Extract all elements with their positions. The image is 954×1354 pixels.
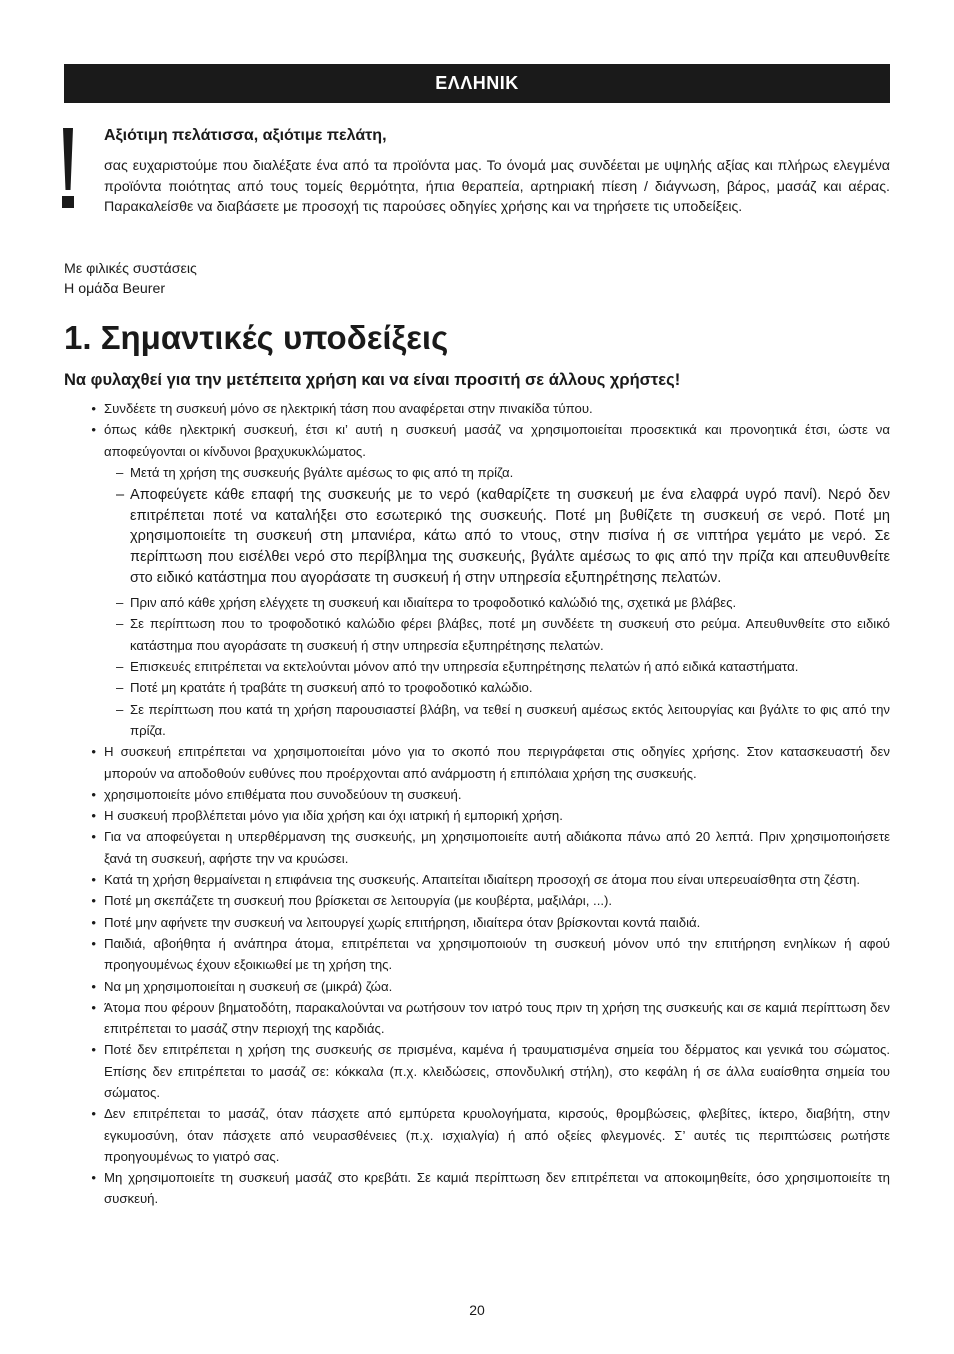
keep-note: Να φυλαχθεί για την μετέπειτα χρήση και να είναι προσιτή σε άλλους χρήστες! — [64, 371, 681, 389]
bullet-item: • Ποτέ μην αφήνετε την συσκευή να λειτουργεί χωρίς επιτήρηση, ιδιαίτερα όταν βρίσκονται κοντά παιδιά. — [64, 912, 890, 933]
bullet-item: • Ποτέ δεν επιτρέπεται η χρήση της συσκευής σε πρισμένα, καμένα ή τραυματισμένα σημεία του δέρματος και γενικά του σώματος. Επίσης δεν επιτρέπεται το μασάζ σε: κόκκαλα (π.χ. κλειδώσεις, σπονδυλική στήλη), στο κεφάλη ή σε άλλα ευαίσθητα σημεία του σώματος. — [64, 1039, 890, 1103]
bullet-item: • Η συσκευή επιτρέπεται να χρησιμοποιείται μόνο για το σκοπό που περιγράφεται στις οδηγίες χρήσης. Στον κατασκευαστή δεν μπορούν να αποδοθούν ευθύνες που προέρχονται από ανάρμοστη ή επιπόλαια χρήση της συσκευής. — [64, 741, 890, 784]
sub-item: – Αποφεύγετε κάθε επαφή της συσκευής με το νερό (καθαρίζετε τη συσκευή με ένα ελαφρά υγρό πανί). Νερό δεν επιτρέπεται ποτέ να καταλήξει στο εσωτερικό της συσκευής. Ποτέ μη βυθίζετε τη συσκευή σε νερό. Ποτέ μη χρησιμοποιείτε τη συσκευή στη μπανιέρα, κάτω από το ντους, στην πισίνα ή σε νιπτήρα γεμάτο με νερό. Σε περίπτωση που εισέλθει νερό στο περίβλημα της συσκευής, βγάλτε αμέσως το φις από την πρίζα και απευθυνθείτε στο ειδικό κατάστημα που αγοράσατε τη συσκευή ή στην υπηρεσία εξυπηρέτησης πελατών. — [64, 485, 890, 588]
bullet-item: • Δεν επιτρέπεται το μασάζ, όταν πάσχετε από εμπύρετα κρυολογήματα, κιρσούς, θρομβώσεις, φλεβίτες, ίκτερο, διαβήτη, στην εγκυμοσύνη, όταν πάσχετε από νευρασθένειες (π.χ. ισχιαλγία) ή από οξείες φλεγμονές. Σ’ αυτές τις περιπτώσεις ρωτήστε προηγουμένως το γιατρό σας. — [64, 1103, 890, 1167]
sub-item: – Σε περίπτωση που κατά τη χρήση παρουσιαστεί βλάβη, να τεθεί η συσκευή αμέσως εκτός λειτουργίας και βγάλτε το φις από την πρίζα. — [64, 699, 890, 742]
sub-item: – Ποτέ μη κρατάτε ή τραβάτε τη συσκευή από το τροφοδοτικό καλώδιο. — [64, 677, 890, 698]
safety-notes-list — [64, 398, 890, 1210]
regards-line: Με φιλικές συστάσεις — [64, 261, 197, 277]
bullet-item: • Παιδιά, αβοήθητα ή ανάπηρα άτομα, επιτρέπεται να χρησιμοποιούν τη συσκευή μόνον υπό την επιτήρηση ενηλίκων ή αφού προηγουμένως έχουν εξοικιωθεί με τη χρήση της. — [64, 933, 890, 976]
bullet-item: • Να μη χρησιμοποιείται η συσκευή σε (μικρά) ζώα. — [64, 976, 890, 997]
regards-block — [64, 259, 197, 299]
exclamation-bar — [63, 128, 73, 190]
signature-line: Η ομάδα Beurer — [64, 281, 166, 297]
bullet-item: • Κατά τη χρήση θερμαίνεται η επιφάνεια της συσκευής. Απαιτείται ιδιαίτερη προσοχή σε άτομα που είναι υπερευαίσθητα στη ζέστη. — [64, 869, 890, 890]
intro-paragraph: σας ευχαριστούμε που διαλέξατε ένα από τα προϊόντα μας. Το όνομά μας συνδέεται με υψηλής αξίας και πλήρως ελεγμένα προϊόντα ποιότητας από τους τομείς θερμότητα, ήπια θεραπεία, αρτηριακή πίεση / διάγνωση, βάρος, μασάζ και αέρας. Παρακαλείσθε να διαβάσετε με προσοχή τις παρούσες οδηγίες χρήσης και να τηρήσετε τις υποδείξεις. — [104, 158, 890, 215]
sub-item: – Μετά τη χρήση της συσκευής βγάλτε αμέσως το φις από τη πρίζα. — [64, 462, 890, 483]
bullet-item: • όπως κάθε ηλεκτρική συσκευή, έτσι κι’ αυτή η συσκευή μασάζ να χρησιμοποιείται προσεκτικά και προνοητικά έτσι, ώστε να αποφεύγονται οι κίνδυνοι βραχυκυκλώματος. — [64, 419, 890, 462]
greeting-title: Αξιότιμη πελάτισσα, αξιότιμε πελάτη, — [104, 127, 387, 144]
sub-item: – Επισκευές επιτρέπεται να εκτελούνται μόνον από την υπηρεσία εξυπηρέτησης πελατών ή από ειδικά καταστήματα. — [64, 656, 890, 677]
section-title: 1. Σημαντικές υποδείξεις — [64, 319, 449, 356]
bullet-item: • Ποτέ μη σκεπάζετε τη συσκευή που βρίσκεται σε λειτουργία (με κουβέρτα, μαξιλάρι, ...). — [64, 890, 890, 911]
bullet-item: • Η συσκευή προβλέπεται μόνο για ιδία χρήση και όχι ιατρική ή εμπορική χρήση. — [64, 805, 890, 826]
page-number: 20 — [469, 1302, 485, 1318]
bullet-item: • χρησιμοποιείτε μόνο επιθέματα που συνοδεύουν τη συσκευή. — [64, 784, 890, 805]
bullet-item: • Μη χρησιμοποιείτε τη συσκευή μασάζ στο κρεβάτι. Σε καμιά περίπτωση δεν επιτρέπεται να αποκοιμηθείτε, όσο χρησιμοποιείτε τη συσκευή. — [64, 1167, 890, 1210]
bullet-item: • Για να αποφεύγεται η υπερθέρμανση της συσκευής, μη χρησιμοποιείτε αυτή αδιάκοπα πάνω από 20 λεπτά. Πριν χρησιμοποιήσετε ξανά τη συσκευή, αφήστε την να κρυώσει. — [64, 826, 890, 869]
language-banner: ΕΛΛΗΝΙΚ — [64, 64, 890, 103]
exclamation-icon — [60, 128, 82, 210]
bullet-item: • Άτομα που φέρουν βηματοδότη, παρακαλούνται να ρωτήσουν τον ιατρό τους πριν τη χρήση της συσκευής και σε καμιά περίπτωση δεν επιτρέπεται το μασάζ στην περιοχή της καρδιάς. — [64, 997, 890, 1040]
sub-item: – Πριν από κάθε χρήση ελέγχετε τη συσκευή και ιδιαίτερα το τροφοδοτικό καλώδιό της, σχετικά με βλάβες. — [64, 592, 890, 613]
sub-item: – Σε περίπτωση που το τροφοδοτικό καλώδιο φέρει βλάβες, ποτέ μη συνδέετε τη συσκευή στο ρεύμα. Απευθυνθείτε στο ειδικό κατάστημα που αγοράσατε τη συσκευή ή στην υπηρεσία εξυπηρέτησης πελατών. — [64, 613, 890, 656]
bullet-item: • Συνδέετε τη συσκευή μόνο σε ηλεκτρική τάση που αναφέρεται στην πινακίδα τύπου. — [64, 398, 890, 419]
exclamation-dot — [62, 196, 74, 208]
